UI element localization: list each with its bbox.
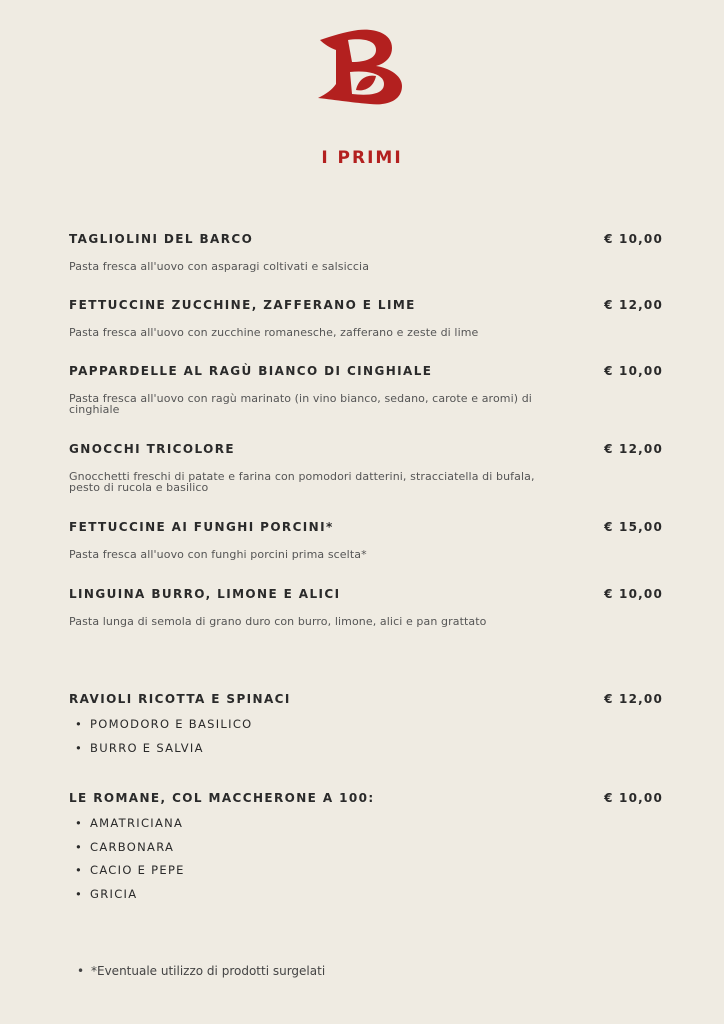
menu-item-name: GNOCCHI TRICOLORE: [69, 442, 235, 456]
section-title: I PRIMI: [321, 148, 403, 168]
menu-item-price: € 12,00: [604, 442, 663, 456]
list-item: • CACIO E PEPE: [75, 863, 185, 877]
menu-item-description: Gnocchetti freschi di patate e farina con pomodori datterini, stracciatella di bufala, pesto di rucola e basilico: [69, 470, 535, 494]
menu-item-price: € 10,00: [604, 232, 663, 246]
bullet-icon: •: [75, 816, 84, 830]
menu-item-description: Pasta fresca all'uovo con zucchine romanesche, zafferano e zeste di lime: [69, 326, 479, 339]
menu-item-name: PAPPARDELLE AL RAGÙ BIANCO DI CINGHIALE: [69, 364, 433, 378]
menu-item-price: € 15,00: [604, 520, 663, 534]
footnote: • *Eventuale utilizzo di prodotti surgelati: [77, 964, 326, 978]
ravioli-price: € 12,00: [604, 692, 663, 706]
menu-item-price: € 10,00: [604, 587, 663, 601]
bullet-icon: •: [75, 863, 84, 877]
list-item: • CARBONARA: [75, 839, 175, 854]
menu-item-price: € 12,00: [604, 298, 663, 312]
brand-b-leaf-logo: [318, 26, 404, 106]
bullet-icon: •: [75, 717, 84, 731]
list-item: • POMODORO E BASILICO: [75, 717, 253, 731]
menu-item-name: TAGLIOLINI DEL BARCO: [69, 232, 254, 246]
menu-item-description: Pasta fresca all'uovo con asparagi coltivati e salsiccia: [69, 260, 370, 273]
bullet-icon: •: [75, 839, 84, 854]
ravioli-name: RAVIOLI RICOTTA E SPINACI: [69, 692, 291, 706]
menu-item-name: FETTUCCINE ZUCCHINE, ZAFFERANO E LIME: [69, 298, 416, 312]
bullet-icon: •: [75, 886, 84, 901]
romane-name: LE ROMANE, COL MACCHERONE A 100:: [69, 791, 375, 805]
menu-item-price: € 10,00: [604, 364, 663, 378]
menu-item-name: LINGUINA BURRO, LIMONE E ALICI: [69, 587, 341, 601]
list-item: • GRICIA: [75, 886, 138, 901]
bullet-icon: •: [77, 964, 85, 978]
list-item: • AMATRICIANA: [75, 816, 184, 830]
romane-price: € 10,00: [604, 791, 663, 805]
menu-item-description: Pasta fresca all'uovo con ragù marinato (in vino bianco, sedano, carote e aromi) di cinghiale: [69, 392, 532, 416]
ravioli-options: [75, 716, 253, 763]
menu-item-description: Pasta lunga di semola di grano duro con burro, limone, alici e pan grattato: [69, 615, 487, 628]
menu-item-description: Pasta fresca all'uovo con funghi porcini prima scelta*: [69, 548, 367, 561]
menu-item-name: FETTUCCINE AI FUNGHI PORCINI*: [69, 520, 334, 534]
list-item: • BURRO E SALVIA: [75, 740, 204, 755]
romane-options: [75, 815, 185, 909]
bullet-icon: •: [75, 740, 84, 755]
